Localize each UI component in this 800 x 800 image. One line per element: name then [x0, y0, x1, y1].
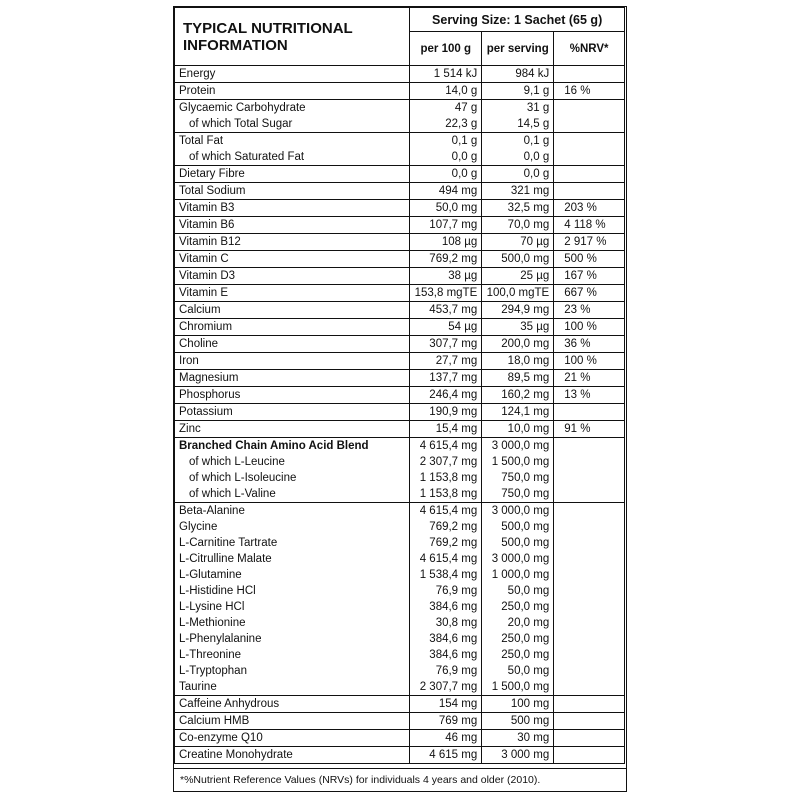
value-nrv: 100 % — [554, 319, 625, 336]
table-title — [175, 8, 410, 66]
title-line-1: TYPICAL NUTRITIONAL — [183, 19, 353, 37]
value-per-serving: 0,1 g — [482, 133, 554, 150]
value-nrv: 667 % — [554, 285, 625, 302]
nutrient-name: Vitamin B6 — [175, 217, 410, 234]
value-per-serving: 100,0 mgTE — [482, 285, 554, 302]
value-per-100g: 0,0 g — [410, 149, 482, 166]
nutrient-row — [175, 353, 625, 370]
value-per-100g: 769,2 mg — [410, 519, 482, 535]
value-per-100g: 137,7 mg — [410, 370, 482, 387]
nutrient-name: Taurine — [175, 679, 410, 696]
nutrient-name: Vitamin B3 — [175, 200, 410, 217]
value-per-100g: 76,9 mg — [410, 663, 482, 679]
value-per-100g: 46 mg — [410, 730, 482, 747]
nutrient-row — [175, 83, 625, 100]
nutrient-row — [175, 647, 625, 663]
value-nrv: 91 % — [554, 421, 625, 438]
value-per-100g: 494 mg — [410, 183, 482, 200]
nutrient-row — [175, 535, 625, 551]
nutrient-row — [175, 696, 625, 713]
value-nrv — [554, 567, 625, 583]
nutrient-name: Calcium HMB — [175, 713, 410, 730]
value-per-serving: 3 000,0 mg — [482, 551, 554, 567]
nutrient-row — [175, 166, 625, 183]
nutrient-name: L-Glutamine — [175, 567, 410, 583]
value-per-serving: 250,0 mg — [482, 631, 554, 647]
nutrient-name: Energy — [175, 66, 410, 83]
value-per-100g: 384,6 mg — [410, 647, 482, 663]
value-per-serving: 294,9 mg — [482, 302, 554, 319]
value-nrv — [554, 133, 625, 150]
value-per-100g: 2 307,7 mg — [410, 679, 482, 696]
value-per-serving: 3 000 mg — [482, 747, 554, 764]
value-per-100g: 769 mg — [410, 713, 482, 730]
value-nrv: 100 % — [554, 353, 625, 370]
value-nrv — [554, 166, 625, 183]
nutrient-row — [175, 302, 625, 319]
nutrient-name: L-Threonine — [175, 647, 410, 663]
nutrient-name: Branched Chain Amino Acid Blend — [175, 438, 410, 455]
nutrient-name: Magnesium — [175, 370, 410, 387]
value-per-serving: 321 mg — [482, 183, 554, 200]
value-per-100g: 47 g — [410, 100, 482, 117]
value-nrv — [554, 551, 625, 567]
nutrient-row — [175, 730, 625, 747]
value-nrv — [554, 116, 625, 133]
value-nrv: 500 % — [554, 251, 625, 268]
nutrient-name: of which L-Leucine — [175, 454, 410, 470]
value-per-serving: 750,0 mg — [482, 486, 554, 503]
nutrient-row — [175, 713, 625, 730]
nutrient-row — [175, 663, 625, 679]
value-per-serving: 25 µg — [482, 268, 554, 285]
value-per-100g: 453,7 mg — [410, 302, 482, 319]
value-per-100g: 76,9 mg — [410, 583, 482, 599]
value-per-serving: 500 mg — [482, 713, 554, 730]
nutrient-name: Vitamin B12 — [175, 234, 410, 251]
value-per-100g: 22,3 g — [410, 116, 482, 133]
nutrient-name: Potassium — [175, 404, 410, 421]
value-per-serving: 0,0 g — [482, 166, 554, 183]
value-per-serving: 250,0 mg — [482, 599, 554, 615]
value-per-100g: 190,9 mg — [410, 404, 482, 421]
value-nrv: 23 % — [554, 302, 625, 319]
serving-size-label: Serving Size: 1 Sachet (65 g) — [410, 8, 625, 32]
nutrition-table-panel — [173, 6, 627, 792]
value-per-serving: 9,1 g — [482, 83, 554, 100]
value-per-100g: 1 153,8 mg — [410, 470, 482, 486]
value-nrv — [554, 183, 625, 200]
nutrient-row — [175, 470, 625, 486]
nutrient-row — [175, 285, 625, 302]
value-per-100g: 14,0 g — [410, 83, 482, 100]
column-header-nrv: %NRV* — [554, 32, 625, 66]
value-per-serving: 50,0 mg — [482, 663, 554, 679]
value-per-100g: 38 µg — [410, 268, 482, 285]
nutrient-name: Dietary Fibre — [175, 166, 410, 183]
nutrient-name: L-Lysine HCl — [175, 599, 410, 615]
nutrient-name: of which L-Valine — [175, 486, 410, 503]
value-per-serving: 14,5 g — [482, 116, 554, 133]
nutrient-name: Creatine Monohydrate — [175, 747, 410, 764]
value-nrv — [554, 66, 625, 83]
nutrient-name: Calcium — [175, 302, 410, 319]
value-per-100g: 107,7 mg — [410, 217, 482, 234]
nutrient-name: of which Saturated Fat — [175, 149, 410, 166]
nutrient-name: Vitamin C — [175, 251, 410, 268]
value-per-serving: 1 500,0 mg — [482, 454, 554, 470]
nutrient-name: L-Citrulline Malate — [175, 551, 410, 567]
nutrient-name: Glycaemic Carbohydrate — [175, 100, 410, 117]
nutrient-name: Beta-Alanine — [175, 503, 410, 520]
nutrient-row — [175, 336, 625, 353]
nutrient-row — [175, 149, 625, 166]
value-per-serving: 250,0 mg — [482, 647, 554, 663]
nutrient-name: Total Fat — [175, 133, 410, 150]
value-per-serving: 3 000,0 mg — [482, 503, 554, 520]
header-row-top — [175, 8, 625, 32]
nutrient-name: Chromium — [175, 319, 410, 336]
value-per-100g: 30,8 mg — [410, 615, 482, 631]
nutrient-row — [175, 217, 625, 234]
value-per-100g: 769,2 mg — [410, 251, 482, 268]
value-nrv — [554, 519, 625, 535]
nutrition-table — [174, 7, 625, 764]
nutrient-name: L-Tryptophan — [175, 663, 410, 679]
column-header-per-100g: per 100 g — [410, 32, 482, 66]
value-nrv — [554, 679, 625, 696]
nutrient-row — [175, 404, 625, 421]
nutrient-row — [175, 100, 625, 117]
value-nrv — [554, 730, 625, 747]
value-nrv — [554, 503, 625, 520]
value-per-100g: 4 615,4 mg — [410, 551, 482, 567]
value-per-serving: 3 000,0 mg — [482, 438, 554, 455]
value-per-serving: 500,0 mg — [482, 251, 554, 268]
value-per-100g: 1 514 kJ — [410, 66, 482, 83]
nutrient-row — [175, 66, 625, 83]
value-nrv — [554, 583, 625, 599]
value-per-100g: 0,1 g — [410, 133, 482, 150]
value-per-100g: 153,8 mgTE — [410, 285, 482, 302]
nutrient-row — [175, 615, 625, 631]
value-nrv: 36 % — [554, 336, 625, 353]
value-per-100g: 1 153,8 mg — [410, 486, 482, 503]
nutrient-name: L-Histidine HCl — [175, 583, 410, 599]
value-nrv — [554, 149, 625, 166]
value-per-serving: 984 kJ — [482, 66, 554, 83]
nutrient-row — [175, 486, 625, 503]
nutrient-row — [175, 234, 625, 251]
value-nrv — [554, 747, 625, 764]
nutrient-name: Phosphorus — [175, 387, 410, 404]
value-nrv — [554, 631, 625, 647]
value-per-100g: 384,6 mg — [410, 631, 482, 647]
value-nrv — [554, 663, 625, 679]
value-per-serving: 32,5 mg — [482, 200, 554, 217]
nutrient-row — [175, 503, 625, 520]
nutrient-row — [175, 421, 625, 438]
value-per-serving: 1 000,0 mg — [482, 567, 554, 583]
nutrient-name: L-Carnitine Tartrate — [175, 535, 410, 551]
value-nrv — [554, 404, 625, 421]
value-per-100g: 769,2 mg — [410, 535, 482, 551]
value-nrv — [554, 647, 625, 663]
nutrient-row — [175, 183, 625, 200]
value-per-100g: 4 615,4 mg — [410, 438, 482, 455]
value-per-serving: 30 mg — [482, 730, 554, 747]
nutrient-row — [175, 551, 625, 567]
value-per-100g: 108 µg — [410, 234, 482, 251]
value-per-100g: 27,7 mg — [410, 353, 482, 370]
value-per-100g: 54 µg — [410, 319, 482, 336]
nutrient-row — [175, 679, 625, 696]
value-nrv — [554, 438, 625, 455]
value-per-100g: 2 307,7 mg — [410, 454, 482, 470]
nutrient-name: Vitamin E — [175, 285, 410, 302]
nutrient-name: Iron — [175, 353, 410, 370]
value-per-serving: 124,1 mg — [482, 404, 554, 421]
value-nrv: 21 % — [554, 370, 625, 387]
nutrient-name: L-Methionine — [175, 615, 410, 631]
value-per-100g: 154 mg — [410, 696, 482, 713]
nutrient-row — [175, 519, 625, 535]
nutrient-name: Zinc — [175, 421, 410, 438]
nutrient-name: Choline — [175, 336, 410, 353]
value-per-serving: 100 mg — [482, 696, 554, 713]
value-per-serving: 200,0 mg — [482, 336, 554, 353]
nutrient-name: Caffeine Anhydrous — [175, 696, 410, 713]
value-per-serving: 20,0 mg — [482, 615, 554, 631]
nutrient-row — [175, 116, 625, 133]
nutrient-row — [175, 599, 625, 615]
value-nrv — [554, 696, 625, 713]
value-nrv — [554, 470, 625, 486]
value-per-serving: 50,0 mg — [482, 583, 554, 599]
value-per-serving: 70,0 mg — [482, 217, 554, 234]
value-per-serving: 500,0 mg — [482, 535, 554, 551]
nutrient-row — [175, 200, 625, 217]
column-header-per-serving: per serving — [482, 32, 554, 66]
value-per-serving: 750,0 mg — [482, 470, 554, 486]
nutrient-row — [175, 631, 625, 647]
value-per-100g: 50,0 mg — [410, 200, 482, 217]
value-per-100g: 1 538,4 mg — [410, 567, 482, 583]
value-per-serving: 18,0 mg — [482, 353, 554, 370]
value-nrv — [554, 535, 625, 551]
nutrient-row — [175, 583, 625, 599]
value-nrv: 13 % — [554, 387, 625, 404]
nutrient-row — [175, 747, 625, 764]
value-per-100g: 15,4 mg — [410, 421, 482, 438]
nutrient-row — [175, 133, 625, 150]
value-per-serving: 0,0 g — [482, 149, 554, 166]
value-nrv — [554, 454, 625, 470]
value-nrv — [554, 713, 625, 730]
value-per-serving: 89,5 mg — [482, 370, 554, 387]
value-nrv: 203 % — [554, 200, 625, 217]
value-nrv: 4 118 % — [554, 217, 625, 234]
nutrient-name: L-Phenylalanine — [175, 631, 410, 647]
value-per-100g: 0,0 g — [410, 166, 482, 183]
nutrient-name: of which L-Isoleucine — [175, 470, 410, 486]
value-nrv — [554, 486, 625, 503]
nutrient-row — [175, 319, 625, 336]
value-nrv: 167 % — [554, 268, 625, 285]
value-nrv — [554, 615, 625, 631]
value-per-serving: 500,0 mg — [482, 519, 554, 535]
nutrient-name: Protein — [175, 83, 410, 100]
title-line-2: INFORMATION — [183, 36, 288, 54]
value-per-100g: 4 615 mg — [410, 747, 482, 764]
value-per-serving: 160,2 mg — [482, 387, 554, 404]
nutrient-name: Glycine — [175, 519, 410, 535]
value-nrv: 2 917 % — [554, 234, 625, 251]
value-per-100g: 307,7 mg — [410, 336, 482, 353]
nutrient-row — [175, 268, 625, 285]
value-nrv: 16 % — [554, 83, 625, 100]
value-nrv — [554, 100, 625, 117]
nutrient-row — [175, 251, 625, 268]
nutrient-name: Total Sodium — [175, 183, 410, 200]
value-per-100g: 246,4 mg — [410, 387, 482, 404]
nutrient-name: of which Total Sugar — [175, 116, 410, 133]
nutrient-row — [175, 567, 625, 583]
value-per-100g: 384,6 mg — [410, 599, 482, 615]
nutrient-row — [175, 454, 625, 470]
nutrient-name: Co-enzyme Q10 — [175, 730, 410, 747]
value-per-serving: 35 µg — [482, 319, 554, 336]
value-per-serving: 31 g — [482, 100, 554, 117]
value-per-serving: 70 µg — [482, 234, 554, 251]
value-per-100g: 4 615,4 mg — [410, 503, 482, 520]
nutrient-row — [175, 387, 625, 404]
nutrient-row — [175, 370, 625, 387]
nutrient-name: Vitamin D3 — [175, 268, 410, 285]
nutrient-row — [175, 438, 625, 455]
value-nrv — [554, 599, 625, 615]
value-per-serving: 1 500,0 mg — [482, 679, 554, 696]
value-per-serving: 10,0 mg — [482, 421, 554, 438]
footnote: *%Nutrient Reference Values (NRVs) for individuals 4 years and older (2010). — [174, 768, 626, 791]
